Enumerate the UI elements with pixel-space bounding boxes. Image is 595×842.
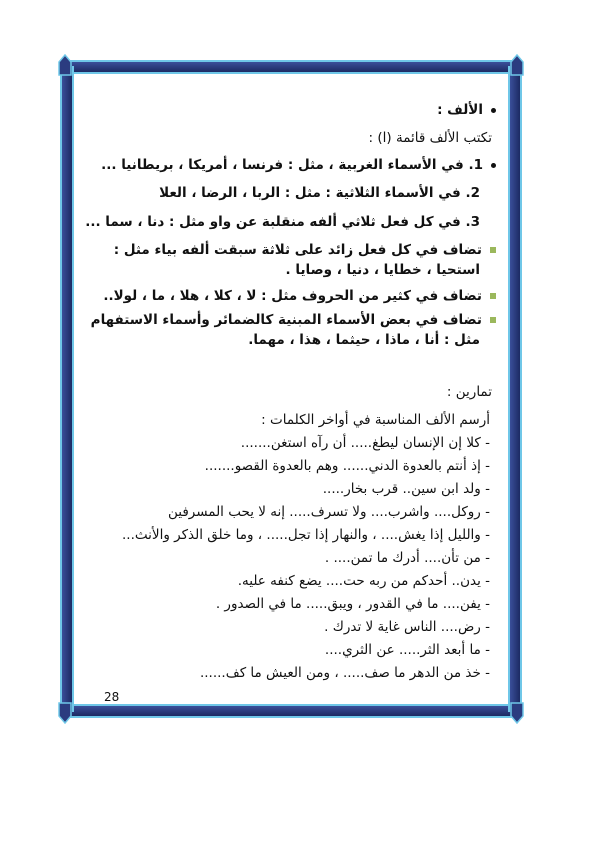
border-right xyxy=(508,66,522,712)
border-bottom xyxy=(66,704,516,718)
section-heading: الألف : xyxy=(437,101,496,119)
rule-item-continuation: مثل : أنا ، ماذا ، حيثما ، هذا ، مهما. xyxy=(248,332,480,348)
exercises-title: تمارين : xyxy=(446,384,492,400)
rule-item-continuation: استحيا ، خطايا ، دنيا ، وصايا . xyxy=(285,262,480,278)
square-bullet-icon xyxy=(490,247,496,253)
exercise-line: - إذ أنتم بالعدوة الدني...... وهم بالعدوة القصو....... xyxy=(204,458,490,474)
list-item: 2. في الأسماء الثلاثية : مثل : الربا ، الرضا ، العلا xyxy=(159,185,480,201)
page-number: 28 xyxy=(104,690,120,704)
rule-item: تضاف في بعض الأسماء المبنية كالضمائر وأسماء الاستفهام xyxy=(91,311,496,329)
list-item: 1. في الأسماء الغربية ، مثل : فرنسا ، أمريكا ، بريطانيا ... xyxy=(101,156,496,174)
exercise-line: - روكل.... واشرب.... ولا تسرف..... إنه لا يحب المسرفين xyxy=(167,504,490,520)
exercise-line: - خذ من الدهر ما صف..... ، ومن العيش ما كف...... xyxy=(199,665,490,681)
corner-ornament-icon xyxy=(54,54,76,76)
intro-line: تكتب الألف قائمة (ا) : xyxy=(368,130,492,146)
rule-item: تضاف في كل فعل زائد على ثلاثة سبقت ألفه بياء مثل : xyxy=(114,241,496,259)
border-left xyxy=(60,66,74,712)
square-bullet-icon xyxy=(490,293,496,299)
corner-ornament-icon xyxy=(506,54,528,76)
exercise-line: - يدن.. أحدكم من ربه حت.... يضع كنفه عليه. xyxy=(237,573,490,589)
exercise-line: - كلا إن الإنسان ليطغ..... أن رآه استغن....... xyxy=(240,435,490,451)
exercises-instruction: أرسم الألف المناسبة في أواخر الكلمات : xyxy=(261,412,490,428)
exercise-line: - من تأن.... أدرك ما تمن.... . xyxy=(324,550,490,566)
bullet-icon xyxy=(491,108,496,113)
border-top xyxy=(66,60,516,74)
square-bullet-icon xyxy=(490,317,496,323)
exercise-line: - يفن.... ما في القدور ، ويبق..... ما في الصدور . xyxy=(215,596,490,612)
rule-item: تضاف في كثير من الحروف مثل : لا ، كلا ، هلا ، ما ، لولا.. xyxy=(103,287,496,305)
exercise-line: - ما أبعد الثر..... عن الثري.... xyxy=(324,642,490,658)
exercise-line: - رض.... الناس غاية لا تدرك . xyxy=(324,619,490,635)
exercise-line: - ولد ابن سين.. قرب بخار..... xyxy=(322,481,490,497)
list-item: 3. في كل فعل ثلاثي ألفه منقلبة عن واو مثل : دنا ، سما ... xyxy=(85,214,480,230)
corner-ornament-icon xyxy=(54,702,76,724)
exercise-line: - والليل إذا يغش.... ، والنهار إذا تجل..... ، وما خلق الذكر والأنث... xyxy=(122,527,490,543)
bullet-icon xyxy=(491,163,496,168)
corner-ornament-icon xyxy=(506,702,528,724)
